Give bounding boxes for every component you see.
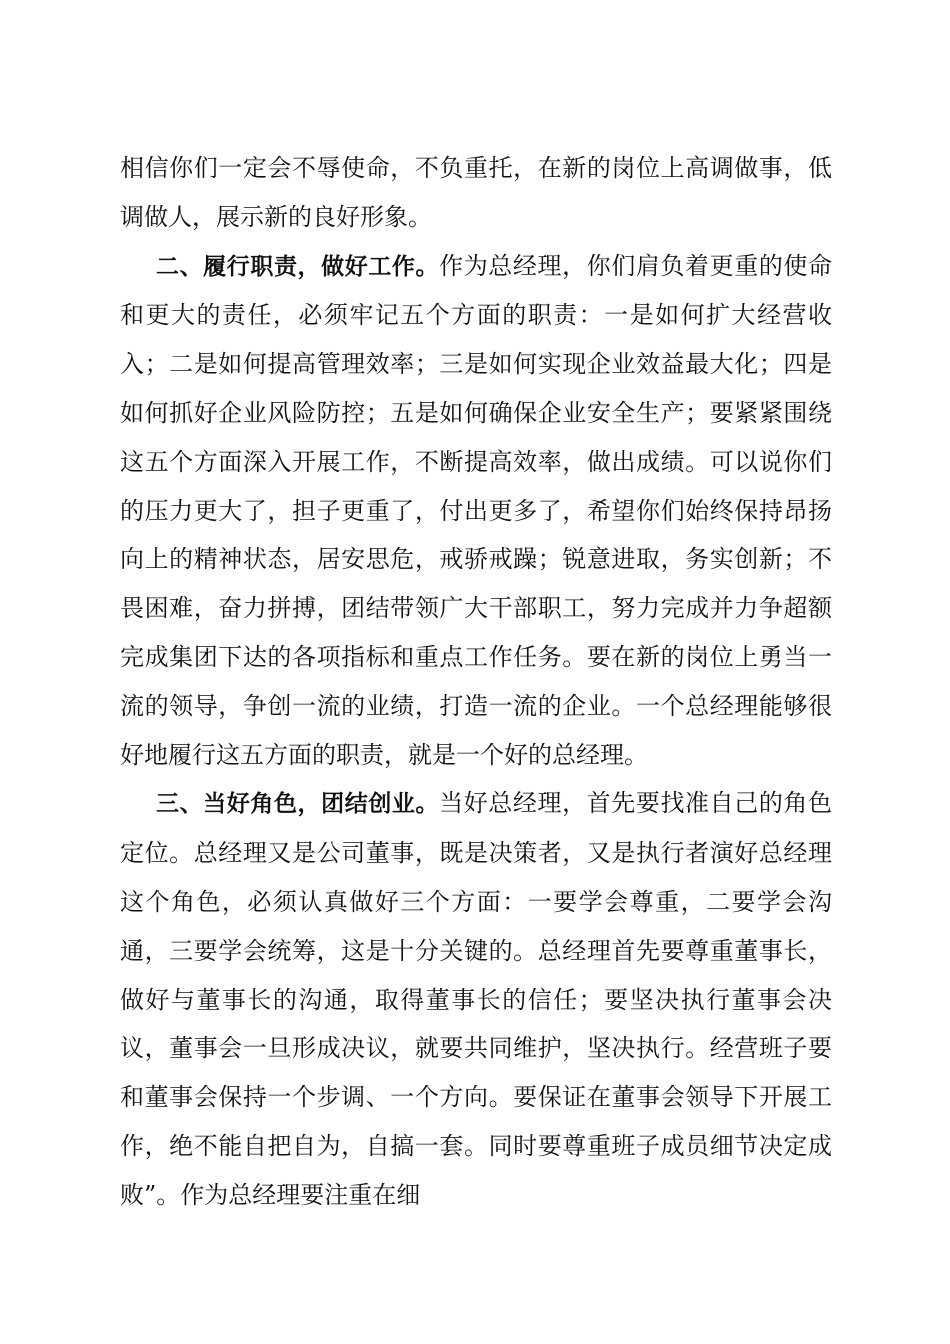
paragraph-3-text: 当好总经理，首先要找准自己的角色定位。总经理又是公司董事，既是决策者，又是执行者演好总经理这个角色，必须认真做好三个方面：一要学会尊重，二要学会沟通，三要学会统筹，这是十分关键的。总经理首先要尊重董事长，做好与董事长的沟通，取得董事长的信任；要坚决执行董事会决议，董事会一旦形成决议，就要共同维护，坚决执行。经营班子要和董事会保持一个步调、一个方向。要保证在董事会领导下开展工作，绝不能自把自为，自搞一套。同时要尊重班子成员细节决定成败”。作为总经理要注重在细 <box>120 789 833 1209</box>
body-text <box>120 144 832 1220</box>
paragraph-1 <box>120 144 832 242</box>
section-heading-3: 三、当好角色，团结创业。 <box>156 791 440 818</box>
paragraph-1-text: 相信你们一定会不辱使命，不负重托，在新的岗位上高调做事，低调做人，展示新的良好形象。 <box>120 154 832 231</box>
section-heading-2: 二、履行职责，做好工作。 <box>156 253 440 280</box>
paragraph-2-text: 作为总经理，你们肩负着更重的使命和更大的责任，必须牢记五个方面的职责：一是如何扩大经营收入；二是如何提高管理效率；三是如何实现企业效益最大化；四是如何抓好企业风险防控；五是如何确保企业安全生产；要紧紧围绕这五个方面深入开展工作，不断提高效率，做出成绩。可以说你们的压力更大了，担子更重了，付出更多了，希望你们始终保持昂扬向上的精神状态，居安思危，戒骄戒躁；锐意进取，务实创新；不畏困难，奋力拼搏，团结带领广大干部职工，努力完成并力争超额完成集团下达的各项指标和重点工作任务。要在新的岗位上勇当一流的领导，争创一流的业绩，打造一流的企业。一个总经理能够很好地履行这五方面的职责，就是一个好的总经理。 <box>120 251 833 769</box>
paragraph-2 <box>120 242 832 780</box>
paragraph-3 <box>120 779 832 1219</box>
